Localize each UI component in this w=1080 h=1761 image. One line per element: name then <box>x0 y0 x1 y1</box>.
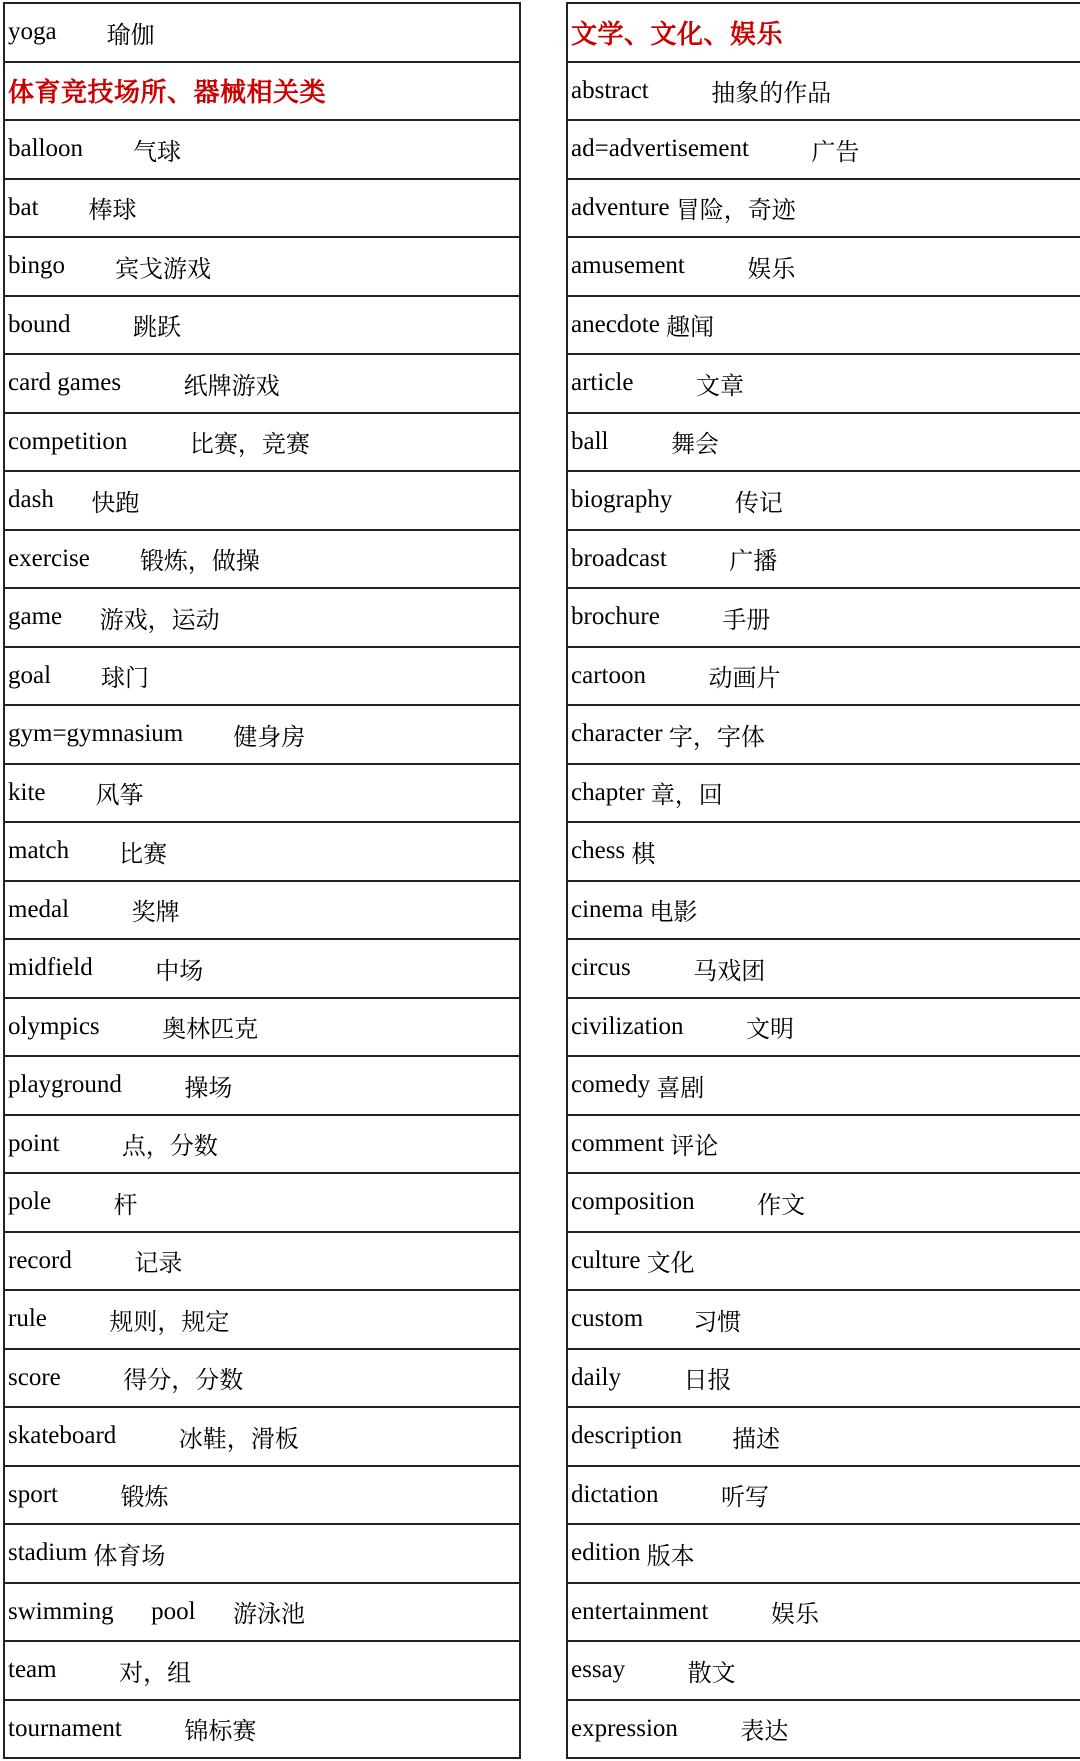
vocab-row <box>568 706 1080 765</box>
vocab-word: card games <box>8 369 122 397</box>
vocab-word: balloon <box>8 135 83 163</box>
vocab-row <box>5 1116 519 1175</box>
vocab-row <box>568 589 1080 648</box>
vocab-row <box>5 1233 519 1292</box>
vocab-meaning: 棋 <box>631 839 656 868</box>
vocab-meaning: 散文 <box>687 1658 736 1687</box>
vocab-row <box>5 297 519 356</box>
vocab-meaning: 字，字体 <box>668 722 765 751</box>
sports-vocabulary-table <box>3 2 521 1759</box>
vocab-gap <box>90 545 140 573</box>
vocab-word: rule <box>8 1305 47 1333</box>
vocab-gap <box>62 603 100 631</box>
vocab-row <box>5 238 519 297</box>
vocab-word: olympics <box>8 1012 100 1040</box>
vocab-meaning: 传记 <box>734 488 783 517</box>
vocab-gap <box>183 720 233 748</box>
vocab-gap <box>667 545 730 573</box>
vocab-word: description <box>571 1422 683 1450</box>
vocab-row <box>568 63 1080 122</box>
vocab-word: ad=advertisement <box>571 135 749 163</box>
vocab-gap <box>621 1364 684 1392</box>
vocab-row <box>568 1350 1080 1409</box>
section-heading: 文学、文化、娱乐 <box>568 4 1080 63</box>
vocab-row <box>5 1057 519 1116</box>
vocab-word: swimming pool <box>8 1597 196 1625</box>
vocab-meaning: 听写 <box>720 1483 769 1512</box>
vocab-row <box>5 4 519 63</box>
vocab-word: dash <box>8 486 54 514</box>
vocab-row <box>5 414 519 473</box>
vocab-word: daily <box>571 1363 621 1391</box>
vocab-word: article <box>571 369 634 397</box>
vocab-gap <box>609 428 672 456</box>
vocab-gap <box>749 135 812 163</box>
vocab-meaning: 操场 <box>184 1073 233 1102</box>
vocab-word: broadcast <box>571 544 667 572</box>
vocab-meaning: 广播 <box>729 547 778 576</box>
vocab-word: chess <box>571 837 626 865</box>
vocab-gap <box>695 1188 758 1216</box>
vocab-meaning: 文化 <box>646 1249 695 1278</box>
vocab-word: sport <box>8 1480 58 1508</box>
vocab-meaning: 宾戈游戏 <box>114 254 211 283</box>
vocab-meaning: 习惯 <box>693 1307 742 1336</box>
vocab-row <box>5 823 519 882</box>
vocab-row <box>568 1584 1080 1643</box>
vocab-row <box>568 1642 1080 1701</box>
vocab-word: record <box>8 1246 72 1274</box>
vocab-gap <box>658 1481 721 1509</box>
vocab-word: amusement <box>571 252 685 280</box>
vocab-row <box>5 706 519 765</box>
vocab-word: skateboard <box>8 1422 117 1450</box>
vocab-meaning: 跳跃 <box>133 313 181 342</box>
vocab-meaning: 风筝 <box>95 781 144 810</box>
vocab-row <box>568 180 1080 239</box>
vocab-gap <box>54 486 92 514</box>
vocab-row <box>5 531 519 590</box>
vocab-word: dictation <box>571 1480 659 1508</box>
vocab-row <box>5 121 519 180</box>
vocab-row <box>568 940 1080 999</box>
vocab-meaning: 评论 <box>670 1132 719 1161</box>
vocab-word: game <box>8 603 63 631</box>
vocab-meaning: 记录 <box>134 1249 183 1278</box>
vocab-word: anecdote <box>571 310 660 338</box>
vocab-row <box>568 882 1080 941</box>
vocab-word: entertainment <box>571 1597 709 1625</box>
vocab-meaning: 锻炼，做操 <box>139 547 260 576</box>
vocab-gap <box>649 77 712 105</box>
vocab-word: team <box>8 1656 57 1684</box>
vocab-word: stadium <box>8 1539 88 1567</box>
vocab-word: comment <box>571 1129 665 1157</box>
vocab-row <box>568 238 1080 297</box>
vocab-meaning: 点，分数 <box>121 1132 218 1161</box>
vocab-row <box>568 1467 1080 1526</box>
vocab-meaning: 描述 <box>732 1424 781 1453</box>
vocab-meaning: 文章 <box>695 371 744 400</box>
vocab-meaning: 娱乐 <box>747 254 796 283</box>
vocab-row <box>568 121 1080 180</box>
vocab-gap <box>51 662 101 690</box>
vocab-meaning: 快跑 <box>91 488 140 517</box>
vocab-gap <box>59 1130 122 1158</box>
vocab-word: bound <box>8 310 71 338</box>
vocab-meaning: 抽象的作品 <box>711 79 832 108</box>
vocab-row <box>568 297 1080 356</box>
vocab-meaning: 对，组 <box>119 1658 192 1687</box>
vocab-meaning: 娱乐 <box>770 1600 819 1629</box>
vocab-word: custom <box>571 1305 644 1333</box>
vocab-meaning: 日报 <box>683 1366 732 1395</box>
vocab-row <box>5 1408 519 1467</box>
vocab-word: ball <box>571 427 609 455</box>
vocab-row <box>5 765 519 824</box>
vocab-row <box>5 589 519 648</box>
vocab-row <box>5 355 519 414</box>
vocab-gap <box>646 662 709 690</box>
vocab-word: medal <box>8 895 70 923</box>
vocab-word: midfield <box>8 954 93 982</box>
vocab-meaning: 电影 <box>649 898 698 927</box>
vocab-meaning: 版本 <box>646 1541 695 1570</box>
vocab-gap <box>65 252 115 280</box>
vocab-meaning: 锻炼 <box>120 1483 169 1512</box>
vocab-meaning: 中场 <box>155 956 204 985</box>
vocab-row <box>568 765 1080 824</box>
vocab-meaning: 冰鞋，滑板 <box>178 1424 299 1453</box>
vocab-word: playground <box>8 1071 122 1099</box>
vocab-meaning: 趣闻 <box>666 313 715 342</box>
vocab-row <box>568 355 1080 414</box>
vocab-gap <box>72 1247 135 1275</box>
vocab-meaning: 比赛，竞赛 <box>189 430 310 459</box>
vocab-meaning: 游戏，运动 <box>99 605 220 634</box>
vocab-gap <box>69 896 132 924</box>
vocab-row <box>568 999 1080 1058</box>
vocab-row <box>5 1350 519 1409</box>
vocab-meaning: 比赛 <box>119 839 168 868</box>
vocab-gap <box>71 311 134 339</box>
vocab-gap <box>69 837 119 865</box>
vocab-word: point <box>8 1129 60 1157</box>
vocab-row <box>568 823 1080 882</box>
vocab-word: biography <box>571 486 673 514</box>
vocab-meaning: 规则，规定 <box>109 1307 230 1336</box>
vocab-word: essay <box>571 1656 626 1684</box>
vocab-meaning: 文明 <box>745 1015 794 1044</box>
vocab-meaning: 纸牌游戏 <box>183 371 280 400</box>
vocab-word: gym=gymnasium <box>8 720 184 748</box>
vocab-gap <box>121 369 184 397</box>
vocab-meaning: 球门 <box>101 664 150 693</box>
vocab-meaning: 手册 <box>722 605 771 634</box>
vocab-meaning: 气球 <box>133 137 181 166</box>
vocab-row <box>568 1174 1080 1233</box>
vocab-row <box>568 1291 1080 1350</box>
vocab-meaning: 瑜伽 <box>106 20 155 49</box>
vocab-gap <box>660 603 723 631</box>
vocab-word: exercise <box>8 544 90 572</box>
vocab-meaning: 体育场 <box>93 1541 166 1570</box>
vocab-word: yoga <box>8 18 57 46</box>
vocab-row <box>5 1642 519 1701</box>
vocab-word: circus <box>571 954 631 982</box>
vocab-word: score <box>8 1363 61 1391</box>
vocab-word: expression <box>571 1714 678 1742</box>
vocab-gap <box>643 1305 693 1333</box>
vocab-gap <box>631 954 694 982</box>
vocab-meaning: 喜剧 <box>656 1073 705 1102</box>
vocab-word: brochure <box>571 603 660 631</box>
vocab-word: comedy <box>571 1071 651 1099</box>
vocab-word: abstract <box>571 76 649 104</box>
culture-vocabulary-table <box>566 2 1080 1759</box>
vocab-gap <box>672 486 735 514</box>
vocab-gap <box>633 369 696 397</box>
vocab-row <box>5 1174 519 1233</box>
vocab-gap <box>46 779 96 807</box>
vocab-meaning: 冒险，奇迹 <box>675 196 796 225</box>
vocab-row <box>568 472 1080 531</box>
vocab-word: bingo <box>8 252 65 280</box>
vocab-gap <box>83 135 133 163</box>
vocab-word: kite <box>8 778 46 806</box>
vocab-row <box>5 180 519 239</box>
vocab-row <box>568 1116 1080 1175</box>
vocab-gap <box>58 1481 121 1509</box>
vocab-row <box>5 472 519 531</box>
vocab-row <box>568 414 1080 473</box>
vocab-word: culture <box>571 1246 641 1274</box>
vocab-row <box>568 648 1080 707</box>
vocab-word: pole <box>8 1188 52 1216</box>
vocab-gap <box>100 1013 163 1041</box>
vocab-gap <box>682 1422 732 1450</box>
vocab-row <box>568 1525 1080 1584</box>
vocab-meaning: 得分，分数 <box>123 1366 244 1395</box>
vocab-word: character <box>571 720 663 748</box>
vocab-row <box>5 882 519 941</box>
vocab-row <box>568 1057 1080 1116</box>
vocab-gap <box>683 1013 746 1041</box>
vocab-meaning: 表达 <box>740 1717 789 1746</box>
vocab-word: bat <box>8 193 39 221</box>
vocab-gap <box>625 1656 688 1684</box>
vocab-meaning: 动画片 <box>708 664 781 693</box>
vocab-word: adventure <box>571 193 670 221</box>
vocab-row <box>568 531 1080 590</box>
vocab-gap <box>708 1598 771 1626</box>
vocab-row <box>568 1233 1080 1292</box>
vocab-gap <box>57 1656 120 1684</box>
vocab-row <box>5 1467 519 1526</box>
vocab-meaning: 马戏团 <box>693 956 766 985</box>
vocab-meaning: 舞会 <box>671 430 719 459</box>
vocab-meaning: 杆 <box>113 1190 138 1219</box>
vocab-gap <box>51 1188 114 1216</box>
vocab-gap <box>93 954 156 982</box>
vocab-gap <box>127 428 190 456</box>
vocab-row <box>568 1408 1080 1467</box>
vocab-row <box>5 999 519 1058</box>
vocab-word: composition <box>571 1188 695 1216</box>
vocab-word: goal <box>8 661 52 689</box>
vocab-meaning: 奖牌 <box>131 898 180 927</box>
vocab-row <box>5 648 519 707</box>
vocab-gap <box>47 1305 110 1333</box>
vocab-word: civilization <box>571 1012 684 1040</box>
vocab-word: match <box>8 837 70 865</box>
vocab-meaning: 锦标赛 <box>184 1717 257 1746</box>
vocab-word: cinema <box>571 895 644 923</box>
vocab-meaning: 奥林匹克 <box>162 1015 259 1044</box>
section-heading: 体育竞技场所、器械相关类 <box>5 63 519 122</box>
vocab-row <box>5 1291 519 1350</box>
vocab-word: cartoon <box>571 661 646 689</box>
vocab-meaning: 作文 <box>757 1190 806 1219</box>
vocab-gap <box>116 1422 179 1450</box>
vocab-row <box>5 1701 519 1760</box>
vocab-gap <box>122 1715 185 1743</box>
vocab-gap <box>685 252 748 280</box>
vocab-meaning: 广告 <box>811 137 860 166</box>
vocab-gap <box>57 18 107 46</box>
vocab-gap <box>678 1715 741 1743</box>
vocab-meaning: 健身房 <box>233 722 306 751</box>
vocab-meaning: 游泳池 <box>233 1600 306 1629</box>
vocab-row <box>568 1701 1080 1760</box>
vocab-row <box>5 940 519 999</box>
vocab-word: chapter <box>571 778 645 806</box>
vocab-word: edition <box>571 1539 641 1567</box>
vocab-row <box>5 1584 519 1643</box>
vocab-gap <box>196 1598 234 1626</box>
vocab-gap <box>122 1071 185 1099</box>
vocab-gap <box>39 194 89 222</box>
vocab-meaning: 棒球 <box>88 196 137 225</box>
vocab-gap <box>61 1364 124 1392</box>
vocab-word: tournament <box>8 1714 122 1742</box>
vocab-row <box>5 1525 519 1584</box>
vocab-meaning: 章，回 <box>650 781 723 810</box>
vocab-word: competition <box>8 427 128 455</box>
